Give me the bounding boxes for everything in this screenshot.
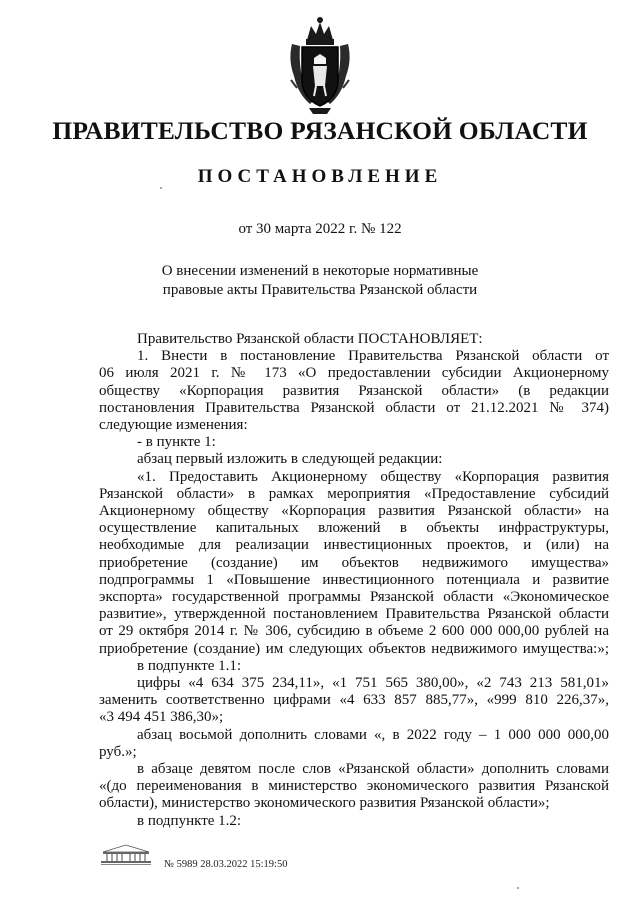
document-subject xyxy=(0,262,640,300)
government-title: ПРАВИТЕЛЬСТВО РЯЗАНСКОЙ ОБЛАСТИ xyxy=(52,116,588,145)
text-line: 06 июля 2021 г. № 173 «О предоставлении субсидии Акционерному xyxy=(99,365,609,382)
coat-of-arms-icon xyxy=(283,14,357,118)
text-line: экспорта» государственной программы Рязанской области «Экономическое xyxy=(99,589,609,606)
text-line: области), министерство экономического развития Рязанской области»; xyxy=(99,795,550,812)
text-line: приобретение (создание) им следующих объектов недвижимого имущества:»; xyxy=(99,640,609,657)
text-line: «1. Предоставить Акционерному обществу «Корпорация развития xyxy=(137,468,609,485)
text-line: 1. Внести в постановление Правительства Рязанской области от xyxy=(137,348,609,365)
text-line: следующие изменения: xyxy=(99,417,248,434)
text-line: постановления Правительства Рязанской области от 21.12.2021 № 374) xyxy=(99,399,609,416)
registration-number: № 5989 28.03.2022 15:19:50 xyxy=(164,859,288,870)
text-line: приобретение (создание) им объектов недвижимого имущества» xyxy=(99,554,609,571)
text-line: в абзаце девятом после слов «Рязанской области» дополнить словами xyxy=(137,761,609,778)
text-line: заменить соответственно цифрами «4 633 857 885,77», «999 810 226,37», xyxy=(99,692,609,709)
text-line: необходимые для реализации инвестиционных проектов, и (или) на xyxy=(99,537,609,554)
text-line: развитие», утвержденной постановлением Правительства Рязанской области xyxy=(99,606,609,623)
text-line: в подпункте 1.1: xyxy=(137,657,242,674)
text-line: - в пункте 1: xyxy=(137,434,216,451)
text-line: обществу «Корпорация развития Рязанской области» (в редакции xyxy=(99,382,609,399)
scan-speck xyxy=(160,187,162,189)
subject-line: О внесении изменений в некоторые нормативные xyxy=(161,263,479,279)
text-line: подпрограммы 1 «Повышение инвестиционного потенциала и развитие xyxy=(99,571,609,588)
date-and-number: от 30 марта 2022 г. № 122 xyxy=(238,221,402,237)
text-line: цифры «4 634 375 234,11», «1 751 565 380,00», «2 743 213 581,01» xyxy=(137,675,609,692)
text-line: осуществление капитальных вложений в объекты инфраструктуры, xyxy=(99,520,609,537)
text-line: от 29 октября 2014 г. № 306, субсидию в объеме 2 600 000 000,00 рублей на xyxy=(99,623,609,640)
text-line: Правительство Рязанской области ПОСТАНОВЛЯЕТ: xyxy=(137,331,483,347)
subject-line: правовые акты Правительства Рязанской области xyxy=(162,282,478,298)
text-line: Рязанской области» в рамках мероприятия «Предоставление субсидий xyxy=(99,485,609,502)
document-type: ПОСТАНОВЛЕНИЕ xyxy=(197,166,443,187)
text-line: «(до переименования в министерство экономического развития Рязанской xyxy=(99,778,609,795)
text-line: в подпункте 1.2: xyxy=(137,812,242,829)
text-line: абзац восьмой дополнить словами «, в 2022 году – 1 000 000 000,00 руб.»; xyxy=(99,726,609,760)
text-line: «3 494 451 386,30»; xyxy=(99,709,224,726)
scan-speck xyxy=(517,887,519,889)
document-body xyxy=(99,331,609,830)
text-line: Акционерному обществу «Корпорация развития Рязанской области» на xyxy=(99,503,609,520)
registry-stamp-icon xyxy=(97,842,155,866)
text-line: абзац первый изложить в следующей редакции: xyxy=(137,451,443,468)
